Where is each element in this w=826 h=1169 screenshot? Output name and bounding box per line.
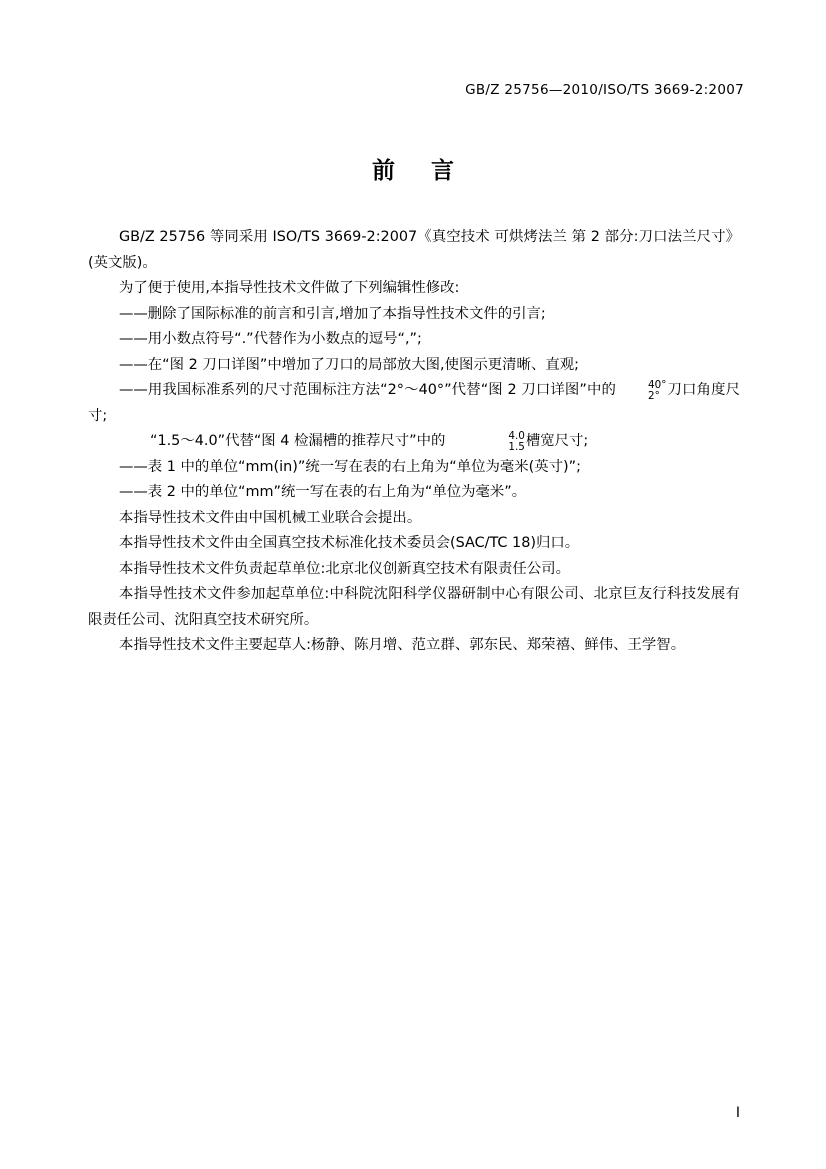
paragraph-14: 本指导性技术文件主要起草人:杨静、陈月增、范立群、郭东民、郑荣禧、鲜伟、王学智。 (119, 637, 686, 653)
paragraph-7-text-post: 槽宽尺寸; (525, 433, 589, 449)
paragraph-6 (88, 378, 740, 429)
paragraph-7 (88, 429, 740, 455)
paragraph-6-text-pre: ——用我国标准系列的尺寸范围标注方法“2°～40°”代替“图 2 刀口详图”中的 (119, 382, 617, 398)
paragraph-3: ——删除了国际标准的前言和引言,增加了本指导性技术文件的引言; (119, 305, 546, 322)
paragraph-6-text-post: 刀口角度尺寸; (88, 382, 740, 424)
paragraph-7-text-pre: “1.5～4.0”代替“图 4 检漏槽的推荐尺寸”中的 (150, 433, 446, 449)
page-title: 前 言 (371, 158, 468, 184)
paragraph-6-fraction-bottom: 2° (648, 389, 660, 402)
paragraph-13: 本指导性技术文件参加起草单位:中科院沈阳科学仪器研制中心有限公司、北京巨友行科技发展有限责任公司、沈阳真空技术研究所。 (88, 586, 740, 628)
paragraph-7-fraction-bottom: 1.5 (508, 440, 525, 453)
paragraph-12: 本指导性技术文件负责起草单位:北京北仪创新真空技术有限责任公司。 (119, 560, 570, 577)
paragraph-6-fraction-top: 40° (648, 379, 667, 392)
paragraph-8: ——表 1 中的单位“mm(in)”统一写在表的右上角为“单位为毫米(英寸)”; (119, 458, 581, 475)
paragraph-10: 本指导性技术文件由中国机械工业联合会提出。 (119, 509, 422, 526)
paragraph-2: 为了便于使用,本指导性技术文件做了下列编辑性修改: (119, 280, 460, 296)
paragraph-7-fraction-top: 4.0 (508, 430, 525, 443)
paragraph-1: GB/Z 25756 等同采用 ISO/TS 3669-2:2007《真空技术 可烘烤法兰 第 2 部分:刀口法兰尺寸》(英文版)。 (88, 229, 740, 271)
page-number: I (735, 1105, 740, 1121)
page-header-standard-ref: GB/Z 25756—2010/ISO/TS 3669-2:2007 (465, 82, 744, 98)
foreword-body (88, 225, 740, 659)
paragraph-4: ——用小数点符号“.”代替作为小数点的逗号“,”; (119, 331, 422, 347)
paragraph-6-fraction (617, 380, 666, 401)
paragraph-9: ——表 2 中的单位“mm”统一写在表的右上角为“单位为毫米”。 (119, 484, 527, 500)
paragraph-5: ——在“图 2 刀口详图”中增加了刀口的局部放大图,使图示更清晰、直观; (119, 356, 579, 373)
paragraph-7-fraction (446, 431, 524, 452)
paragraph-11: 本指导性技术文件由全国真空技术标准化技术委员会(SAC/TC 18)归口。 (119, 535, 580, 551)
